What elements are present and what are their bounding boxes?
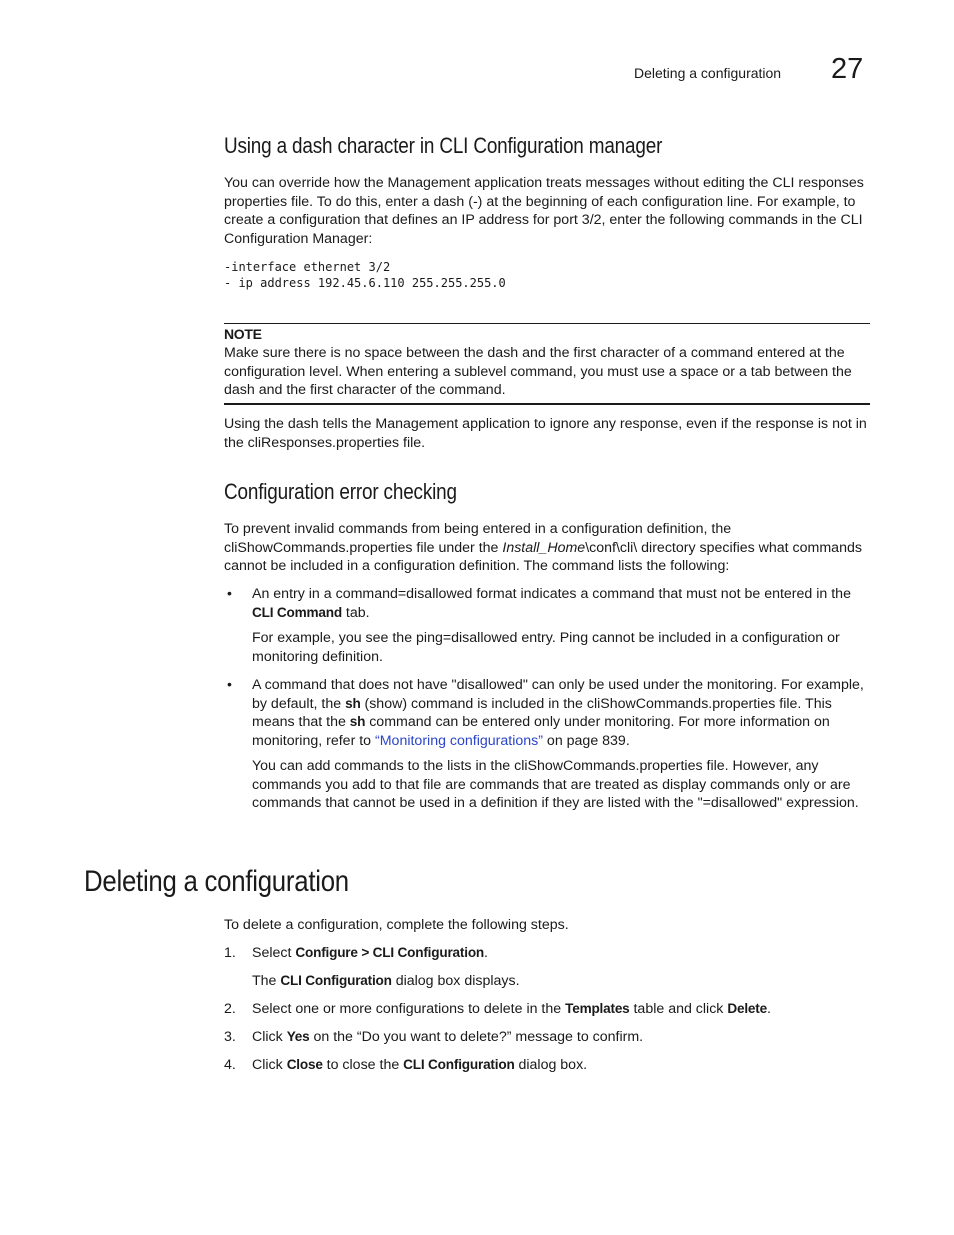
note-bottom-rule (224, 403, 870, 405)
sh-command-label: sh (345, 695, 361, 711)
heading-dash-character: Using a dash character in CLI Configuration manager (224, 133, 663, 158)
dash-intro-paragraph: You can override how the Management application treats messages without editing the CLI responses properties file. To do this, enter a dash (-) at the beginning of each configuration line. For example, to create a configuration that defines an IP address for port 3/2, enter the following commands in the CLI Configuration Manager: (224, 175, 864, 248)
chapter-number: 27 (831, 53, 864, 85)
cli-configuration-dialog-label-2: CLI Configuration (403, 1057, 515, 1072)
error-intro-paragraph: To prevent invalid commands from being entered in a configuration definition, the cliShowCommands.properties file under the Install_Home\conf\cli\ directory specifies what commands cannot be included in a configuration definition. The command lists the following: (224, 521, 862, 575)
delete-intro: To delete a configuration, complete the following steps. (224, 917, 569, 933)
dash-followup-paragraph: Using the dash tells the Management application to ignore any response, even if the response is not in the cliResponses.properties file. (224, 416, 867, 451)
step-1-text: Select Configure > CLI Configuration. (252, 945, 488, 961)
configure-menu-path: Configure > CLI Configuration (295, 945, 485, 960)
heading-deleting-configuration: Deleting a configuration (84, 865, 349, 898)
monitoring-configurations-link[interactable]: “Monitoring configurations” (375, 733, 543, 750)
note-top-rule (224, 323, 870, 324)
bullet-1-marker: • (227, 585, 232, 601)
step-4-number: 4. (224, 1057, 236, 1073)
delete-button-label: Delete (727, 1001, 767, 1016)
step-3-number: 3. (224, 1029, 236, 1045)
bullet-2-text: A command that does not have "disallowed" can only be used under the monitoring. For example, by default, the sh (show) command is included in the cliShowCommands.properties file. This means that the sh command can be entered only under monitoring. For more information on monitoring, refer to “Monitoring configurations” on page 839. (252, 677, 864, 750)
note-text: Make sure there is no space between the dash and the first character of a command entered at the configuration level. When entering a sublevel command, you must use a space or a tab between the dash and the first character of the command. (224, 345, 852, 399)
heading-error-checking: Configuration error checking (224, 479, 457, 504)
install-home-text: Install_Home (502, 539, 586, 556)
step-1-number: 1. (224, 945, 236, 961)
running-header-title: Deleting a configuration (634, 65, 782, 81)
bullet-2-subparagraph: You can add commands to the lists in the cliShowCommands.properties file. However, any commands you add to that file are commands that are treated as display commands only or are commands that cannot be used in a definition if they are listed with the "=disallowed" expression. (252, 758, 859, 812)
code-line-1: -interface ethernet 3/2 (224, 260, 391, 274)
step-4-text: Click Close to close the CLI Configuration dialog box. (252, 1057, 588, 1073)
step-2-text: Select one or more configurations to delete in the Templates table and click Delete. (252, 1001, 771, 1017)
step-1-result: The CLI Configuration dialog box displays. (252, 973, 520, 989)
bullet-1-subparagraph: For example, you see the ping=disallowed entry. Ping cannot be included in a configuration or monitoring definition. (252, 630, 840, 665)
step-3-text: Click Yes on the “Do you want to delete?” message to confirm. (252, 1029, 644, 1045)
sh-command-label-2: sh (349, 714, 366, 730)
yes-button-label: Yes (286, 1029, 310, 1044)
cli-command-tab-label: CLI Command (252, 604, 342, 620)
cli-configuration-dialog-label: CLI Configuration (280, 973, 392, 988)
templates-table-label: Templates (565, 1001, 630, 1016)
close-button-label: Close (286, 1057, 323, 1072)
bullet-2-marker: • (227, 676, 232, 692)
code-line-2: - ip address 192.45.6.110 255.255.255.0 (224, 276, 506, 290)
note-label: NOTE (224, 326, 262, 342)
step-2-number: 2. (224, 1001, 236, 1017)
bullet-1-text: An entry in a command=disallowed format indicates a command that must not be entered in the CLI Command tab. (252, 586, 851, 621)
